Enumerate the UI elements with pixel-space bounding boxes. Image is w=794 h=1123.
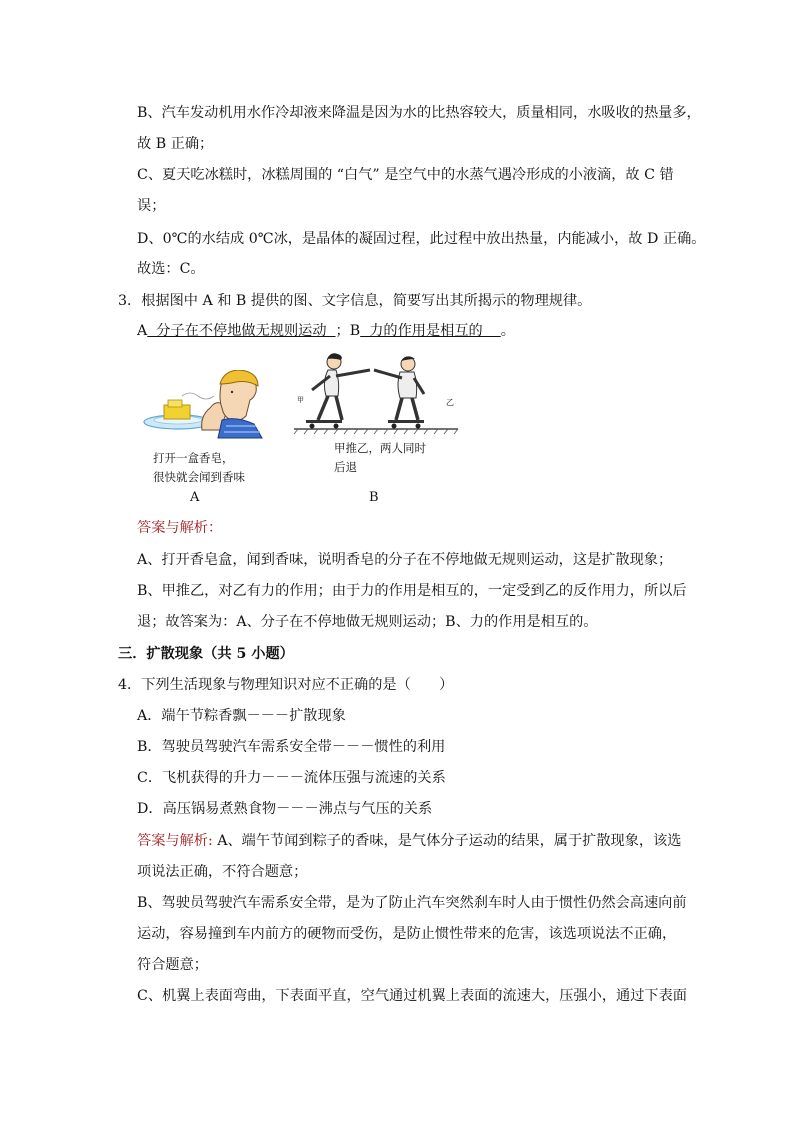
q4-analysis-b-line3: 符合题意； xyxy=(137,957,208,973)
figure-a-soap-smell xyxy=(140,370,270,440)
section-title: 三．扩散现象（共 5 小题） xyxy=(118,646,294,662)
q4-analysis-a-line1 xyxy=(137,831,681,851)
q2-option-b-line2: 故 B 正确； xyxy=(137,136,214,152)
q3-answer-prefix-a: A xyxy=(137,323,148,339)
q3-answer-line xyxy=(137,321,515,341)
figure-b-jia-label: 甲 xyxy=(297,396,304,404)
q4-analysis-c-line1: C、机翼上表面弯曲，下表面平直，空气通过机翼上表面的流速大，压强小，通过下表面 xyxy=(137,988,687,1004)
q3-analysis-b-line1: B、甲推乙，对乙有力的作用；由于力的作用是相互的，一定受到乙的反作用力，所以后 xyxy=(137,583,687,599)
q4-option-c: C．飞机获得的升力－－－流体压强与流速的关系 xyxy=(137,770,446,786)
q4-analysis-b-line1: B、驾驶员驾驶汽车需系安全带，是为了防止汽车突然刹车时人由于惯性仍然会高速向前 xyxy=(137,895,687,911)
q3-answer-mid: ；B xyxy=(335,323,361,339)
figure-b-yi-label: 乙 xyxy=(446,398,454,407)
q2-option-b-line1: B、汽车发动机用水作冷却液来降温是因为水的比热容较大，质量相同，水吸收的热量多， xyxy=(137,105,701,121)
q4-analysis-b-line2: 运动，容易撞到车内前方的硬物而受伤，是防止惯性带来的危害，该选项说法不正确， xyxy=(137,926,677,942)
q4-analysis-a-text: A、端午节闻到粽子的香味，是气体分子运动的结果，属于扩散现象，该选 xyxy=(212,833,682,849)
figure-a-label: A xyxy=(190,490,200,505)
figure-a-caption-line1: 打开一盒香皂， xyxy=(153,451,234,465)
figure-a-caption-line2: 很快就会闻到香味 xyxy=(153,470,245,484)
q3-analysis-a: A、打开香皂盒，闻到香味，说明香皂的分子在不停地做无规则运动，这是扩散现象； xyxy=(137,552,673,568)
q4-option-b: B．驾驶员驾驶汽车需系安全带－－－惯性的利用 xyxy=(137,739,446,755)
q4-analysis-a-line2: 项说法正确，不符合题意； xyxy=(137,864,308,880)
q3-analysis-title: 答案与解析： xyxy=(137,520,223,536)
q4-question: 4．下列生活现象与物理知识对应不正确的是（ ） xyxy=(118,677,454,693)
figure-b-caption-line1: 甲推乙，两人同时 xyxy=(334,441,426,455)
q4-analysis-title: 答案与解析: xyxy=(137,833,213,849)
q3-question: 3．根据图中 A 和 B 提供的图、文字信息，简要写出其所揭示的物理规律。 xyxy=(118,293,592,309)
q2-option-c-line1: C、夏天吃冰糕时，冰糕周围的 “白气” 是空气中的水蒸气遇冷形成的小液滴，故 C 错 xyxy=(137,167,674,183)
q3-analysis-b-line2: 退；故答案为：A、分子在不停地做无规则运动；B、力的作用是相互的。 xyxy=(137,614,598,630)
figure-b-label: B xyxy=(369,490,379,505)
q4-option-a: A．端午节粽香飘－－－扩散现象 xyxy=(137,708,346,724)
q2-select: 故选：C。 xyxy=(137,261,205,277)
q3-answer-a: 分子在不停地做无规则运动 xyxy=(147,323,336,339)
figure-b-pushing-skaters xyxy=(290,350,462,435)
q2-option-c-line2: 误； xyxy=(137,198,166,214)
figure-b-caption-line2: 后退 xyxy=(334,460,357,474)
q2-option-d: D、0℃的水结成 0℃冰，是晶体的凝固过程，此过程中放出热量，内能减小，故 D 正确。 xyxy=(137,231,706,247)
q3-answer-end: 。 xyxy=(500,323,515,339)
q4-option-d: D．高压锅易煮熟食物－－－沸点与气压的关系 xyxy=(137,801,433,817)
q3-answer-b: 力的作用是相互的 xyxy=(360,323,501,339)
